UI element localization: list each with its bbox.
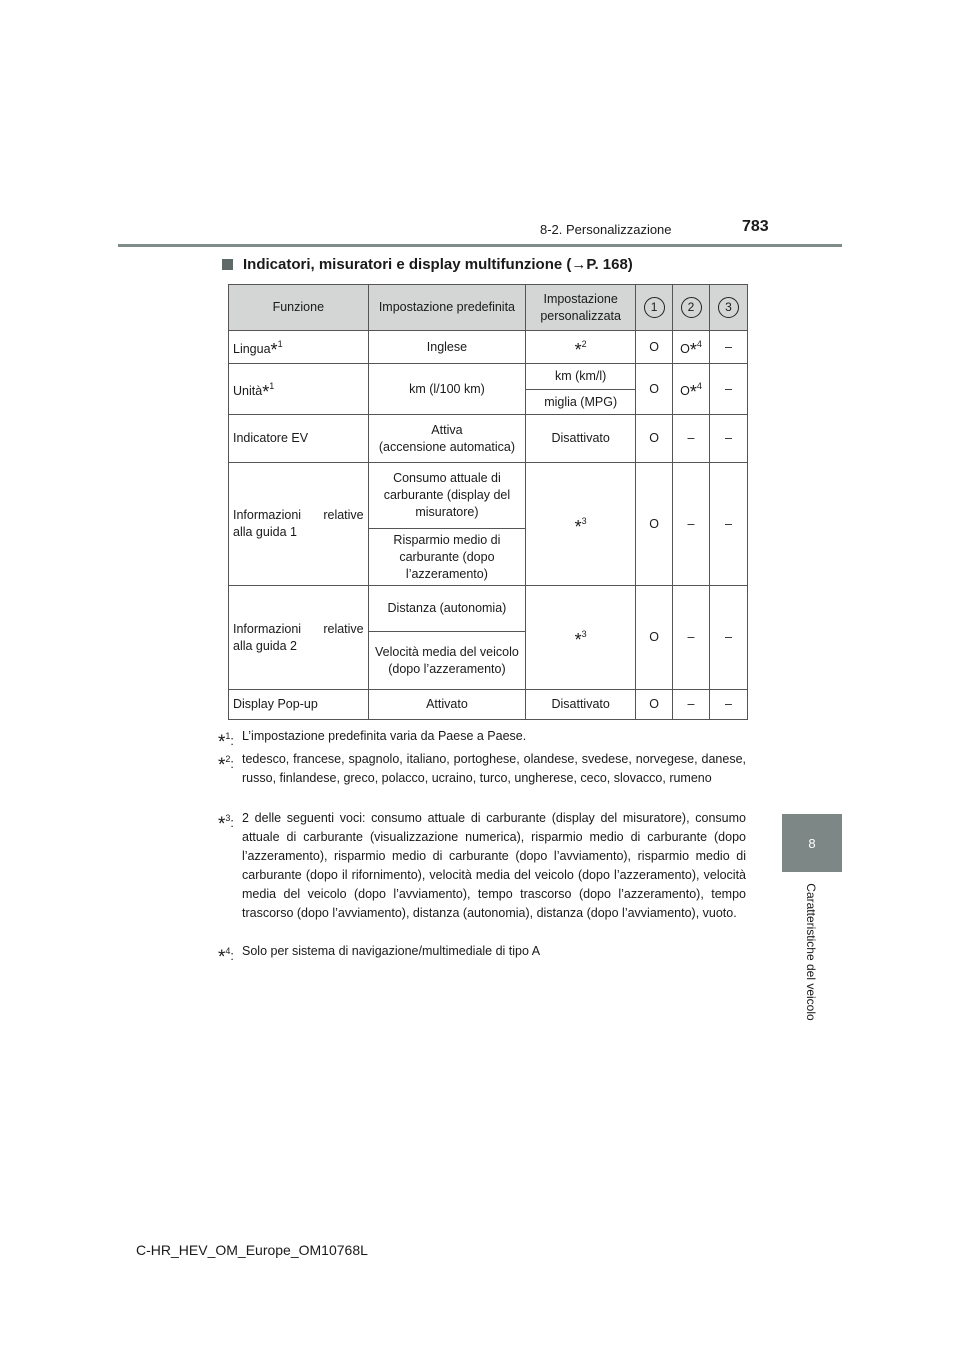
column-header	[673, 285, 710, 331]
cell-col3: –	[710, 690, 748, 720]
circled-three-icon: 3	[718, 297, 739, 318]
cell-funzione: Lingua*$^1$	[229, 331, 369, 364]
cell-col2: –	[673, 415, 710, 463]
table-row	[229, 415, 748, 463]
cell-col1: O	[636, 586, 673, 690]
section-heading-text: Indicatori, misuratori e display multifunzione (→P. 168)	[243, 256, 633, 273]
column-header: Funzione	[229, 285, 369, 331]
cell-col1: O	[636, 415, 673, 463]
chapter-tab-label: Caratteristiche del veicolo	[804, 883, 818, 1021]
column-header	[636, 285, 673, 331]
cell-custom: miglia (MPG)	[526, 390, 636, 415]
column-header: Impostazione personalizzata	[526, 285, 636, 331]
cell-default: Inglese	[368, 331, 526, 364]
footnote: *$^4$: Solo per sistema di navigazione/multimediale di tipo A	[218, 944, 541, 968]
cell-col2: –	[673, 690, 710, 720]
cell-custom: km (km/l)	[526, 364, 636, 390]
cell-col3: –	[710, 463, 748, 586]
cell-col1: O	[636, 364, 673, 415]
table-row	[229, 586, 748, 632]
settings-table	[228, 284, 748, 720]
cell-col3: –	[710, 364, 748, 415]
cell-default: km (l/100 km)	[368, 364, 526, 415]
table-row	[229, 690, 748, 720]
footer-document-code: C-HR_HEV_OM_Europe_OM10768L	[136, 1242, 368, 1258]
column-header	[710, 285, 748, 331]
table-header-row	[229, 285, 748, 331]
page-number: 783	[742, 218, 769, 235]
footnote: *$^1$: L’impostazione predefinita varia da Paese a Paese.	[218, 729, 527, 753]
cell-col3: –	[710, 415, 748, 463]
cell-col1: O	[636, 690, 673, 720]
cell-default: Attiva (accensione automatica)	[368, 415, 526, 463]
cell-funzione: Unità*$^1$	[229, 364, 369, 415]
circled-one-icon: 1	[644, 297, 665, 318]
chapter-tab-number: 8	[808, 835, 816, 851]
cell-funzione: Informazioni relative alla guida 1	[229, 463, 369, 586]
cell-funzione: Indicatore EV	[229, 415, 369, 463]
cell-custom: *$^3$	[526, 463, 636, 586]
section-heading	[222, 256, 633, 273]
cell-default: Attivato	[368, 690, 526, 720]
cell-col2: –	[673, 586, 710, 690]
footnote: *$^2$: tedesco, francese, spagnolo, italiano, portoghese, olandese, svedese, norvegese, danese, russo, finlandese, greco, polacco, ucraino, turco, ungherese, ceco, slovacco, rumeno	[218, 752, 746, 785]
cell-col2: O*$^4$	[673, 364, 710, 415]
cell-default: Distanza (autonomia)	[368, 586, 526, 632]
heading-bullet-icon	[222, 259, 233, 270]
table-row	[229, 463, 748, 529]
cell-default: Consumo attuale di carburante (display del misuratore)	[368, 463, 526, 529]
cell-custom: Disattivato	[526, 415, 636, 463]
cell-col3: –	[710, 586, 748, 690]
cell-col2: O*$^4$	[673, 331, 710, 364]
column-header: Impostazione predefinita	[368, 285, 526, 331]
cell-funzione: Informazioni relative alla guida 2	[229, 586, 369, 690]
cell-default: Risparmio medio di carburante (dopo l’azzeramento)	[368, 529, 526, 586]
table-row	[229, 364, 748, 390]
cell-default: Velocità media del veicolo (dopo l’azzeramento)	[368, 632, 526, 690]
footnote: *$^3$: 2 delle seguenti voci: consumo attuale di carburante (display del misuratore), consumo attuale di carburante (visualizzazione numerica), risparmio medio di carburante (dopo l’azzeramento), risparmio medio di carburante (dopo l’avviamento), risparmio medio di carburante (dopo il rifornimento), velocità media del veicolo (dopo l’azzeramento), velocità media del veicolo (dopo l’avviamento), tempo trascorso (dopo l’azzeramento), tempo trascorso (dopo l’avviamento), distanza (autonomia), distanza (dopo l’avviamento), vuoto.	[218, 811, 746, 920]
cell-funzione: Display Pop-up	[229, 690, 369, 720]
header-section-title: 8-2. Personalizzazione	[540, 222, 672, 237]
table-row	[229, 331, 748, 364]
circled-two-icon: 2	[681, 297, 702, 318]
cell-custom: *$^3$	[526, 586, 636, 690]
cell-col1: O	[636, 331, 673, 364]
cell-col1: O	[636, 463, 673, 586]
cell-custom: Disattivato	[526, 690, 636, 720]
header-divider	[118, 244, 842, 247]
cell-custom: *$^2$	[526, 331, 636, 364]
cell-col2: –	[673, 463, 710, 586]
cell-col3: –	[710, 331, 748, 364]
